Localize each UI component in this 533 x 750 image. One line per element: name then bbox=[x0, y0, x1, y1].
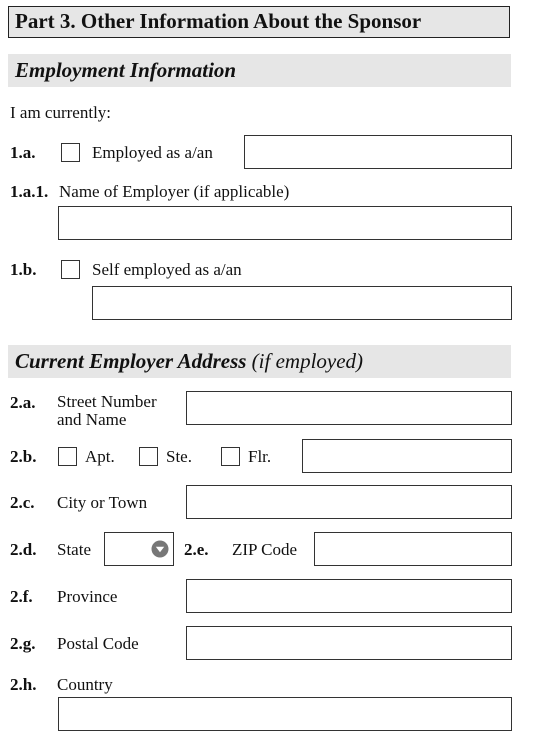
employer-name-field[interactable] bbox=[58, 206, 512, 240]
state-label: State bbox=[57, 540, 91, 559]
employed-label: Employed as a/an bbox=[92, 143, 213, 162]
province-field[interactable] bbox=[186, 579, 512, 613]
apt-label: Apt. bbox=[85, 447, 115, 466]
item-2f-number: 2.f. bbox=[10, 587, 33, 606]
ste-checkbox[interactable] bbox=[139, 447, 158, 466]
city-field[interactable] bbox=[186, 485, 512, 519]
street-label-line2: and Name bbox=[57, 410, 127, 429]
item-2g-number: 2.g. bbox=[10, 634, 36, 653]
province-label: Province bbox=[57, 587, 118, 606]
zip-label: ZIP Code bbox=[232, 540, 298, 559]
address-section-note: (if employed) bbox=[251, 349, 364, 373]
state-select-value bbox=[105, 533, 145, 565]
zip-field[interactable] bbox=[314, 532, 512, 566]
chevron-down-circle-icon[interactable] bbox=[151, 540, 169, 558]
street-field[interactable] bbox=[186, 391, 512, 425]
address-section-header bbox=[8, 345, 511, 378]
employed-occupation-field[interactable] bbox=[244, 135, 512, 169]
flr-checkbox[interactable] bbox=[221, 447, 240, 466]
country-label: Country bbox=[57, 675, 113, 694]
item-2d-number: 2.d. bbox=[10, 540, 37, 559]
employment-intro: I am currently: bbox=[10, 103, 112, 122]
city-label: City or Town bbox=[57, 493, 148, 512]
street-label-line1: Street Number bbox=[57, 392, 157, 411]
country-field[interactable] bbox=[58, 697, 512, 731]
employment-section-title: Employment Information bbox=[15, 58, 237, 82]
address-section-title: Current Employer Address bbox=[15, 349, 247, 373]
self-employed-checkbox[interactable] bbox=[61, 260, 80, 279]
unit-number-field[interactable] bbox=[302, 439, 512, 473]
employer-name-label: Name of Employer (if applicable) bbox=[59, 182, 290, 201]
postal-code-field[interactable] bbox=[186, 626, 512, 660]
state-select[interactable] bbox=[104, 532, 174, 566]
item-1a1-number: 1.a.1. bbox=[10, 182, 49, 201]
item-1a-number: 1.a. bbox=[10, 143, 36, 162]
part-title: Part 3. Other Information About the Sponsor bbox=[8, 6, 510, 38]
ste-label: Ste. bbox=[166, 447, 192, 466]
item-2b-number: 2.b. bbox=[10, 447, 37, 466]
item-1b-number: 1.b. bbox=[10, 260, 37, 279]
apt-checkbox[interactable] bbox=[58, 447, 77, 466]
employed-checkbox[interactable] bbox=[61, 143, 80, 162]
item-2c-number: 2.c. bbox=[10, 493, 35, 512]
item-2a-number: 2.a. bbox=[10, 393, 36, 412]
self-employed-occupation-field[interactable] bbox=[92, 286, 512, 320]
flr-label: Flr. bbox=[248, 447, 272, 466]
employment-section-header bbox=[8, 54, 511, 87]
item-2e-number: 2.e. bbox=[184, 540, 209, 559]
self-employed-label: Self employed as a/an bbox=[92, 260, 242, 279]
item-2h-number: 2.h. bbox=[10, 675, 37, 694]
postal-code-label: Postal Code bbox=[57, 634, 139, 653]
